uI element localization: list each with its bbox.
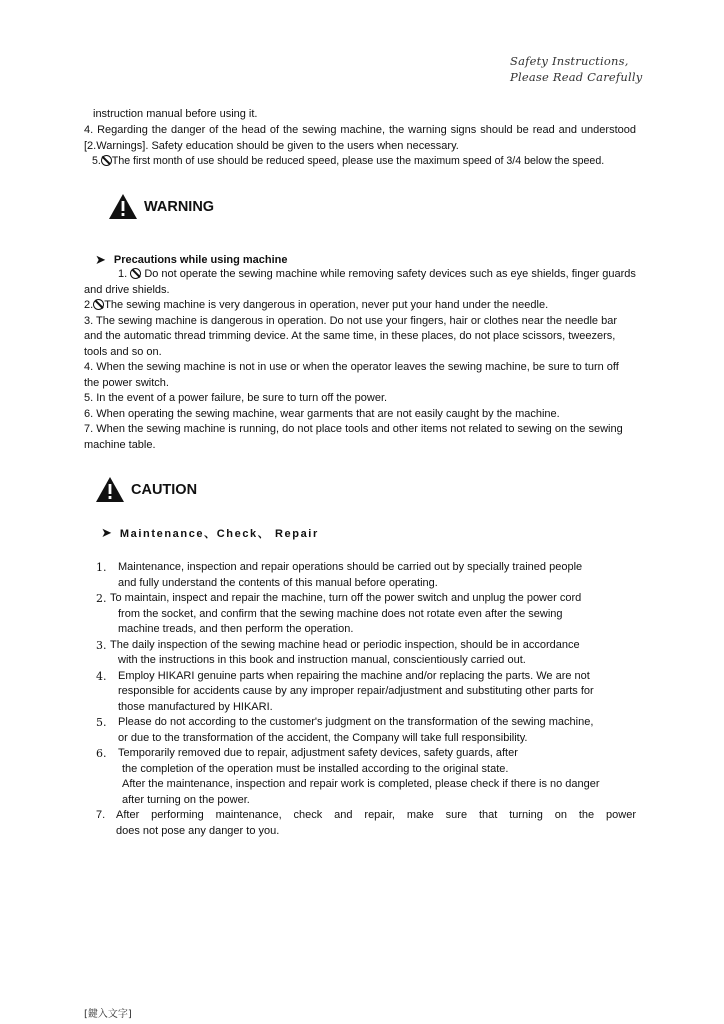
warning-item bbox=[84, 407, 636, 423]
warning-item bbox=[84, 314, 636, 361]
warning-item bbox=[84, 360, 636, 391]
caution-item-line: those manufactured by HIKARI. bbox=[118, 700, 273, 713]
intro-item-5-num: 5. bbox=[92, 155, 101, 167]
caution-item-num: 7. bbox=[96, 809, 106, 821]
caution-item-line: After performing maintenance, check and repair, make sure that turning on the power bbox=[116, 809, 636, 821]
warning-item-text: 4. When the sewing machine is not in use or when the operator leaves the sewing machine, be sure to turn off the power switch. bbox=[84, 361, 619, 389]
header-line-2: Please Read Carefully bbox=[510, 70, 643, 84]
caution-list bbox=[96, 560, 641, 839]
warning-item bbox=[84, 422, 636, 453]
caution-item-num: 3. bbox=[96, 638, 107, 652]
warning-item-text: 7. When the sewing machine is running, do not place tools and other items not related to sewing on the sewing machine table. bbox=[84, 423, 623, 451]
caution-item-line: responsible for accidents cause by any improper repair/adjustment and substituting other parts for bbox=[118, 685, 594, 697]
footer-placeholder-text: [鍵入文字] bbox=[84, 1009, 132, 1020]
caution-item-line: and fully understand the contents of this manual before operating. bbox=[118, 576, 438, 589]
caution-item-line: does not pose any danger to you. bbox=[116, 824, 280, 837]
warning-heading bbox=[108, 193, 214, 220]
arrow-bullet-icon: ➤ bbox=[101, 525, 112, 540]
caution-heading bbox=[95, 476, 197, 503]
warning-item-text: 3. The sewing machine is dangerous in operation. Do not use your fingers, hair or clothes near the needle bar and the automatic thread trimming device. At the same time, in these places, do not place scissors, tweezers, tools and so on. bbox=[84, 314, 618, 358]
caution-item-num: 2. bbox=[96, 592, 107, 605]
warning-subheading-text: Precautions while using machine bbox=[113, 254, 288, 266]
caution-item bbox=[96, 560, 641, 591]
warning-item bbox=[84, 267, 636, 298]
caution-item-line: with the instructions in this book and instruction manual, conscientiously carried out. bbox=[118, 654, 526, 666]
caution-triangle-icon bbox=[95, 476, 125, 503]
caution-item bbox=[96, 715, 641, 746]
caution-item-line: the completion of the operation must be installed according to the original state. bbox=[122, 762, 509, 775]
caution-item-line: Employ HIKARI genuine parts when repairing the machine and/or replacing the parts. We are not bbox=[118, 669, 590, 682]
warning-item-num: 2. bbox=[84, 299, 94, 311]
warning-list bbox=[84, 267, 636, 453]
warning-item bbox=[84, 391, 636, 407]
warning-item-text: 6. When operating the sewing machine, wear garments that are not easily caught by the machine. bbox=[84, 407, 560, 420]
warning-triangle-icon bbox=[108, 193, 138, 220]
prohibited-icon bbox=[93, 299, 104, 310]
caution-item-num: 4. bbox=[96, 669, 107, 683]
caution-item-line: Temporarily removed due to repair, adjustment safety devices, safety guards, after bbox=[118, 747, 518, 759]
intro-item-4-text: 4. Regarding the danger of the head of the sewing machine, the warning signs should be read and understood [2.Warnings]. Safety education should be given to the users when necessary. bbox=[84, 124, 636, 152]
caution-item-line: or due to the transformation of the accident, the Company will take full responsibility. bbox=[118, 731, 528, 744]
caution-item-num: 6. bbox=[96, 747, 107, 760]
caution-item-line: machine treads, and then perform the operation. bbox=[118, 623, 354, 635]
warning-item-text: The sewing machine is very dangerous in operation, never put your hand under the needle. bbox=[104, 299, 549, 311]
page-footer bbox=[84, 1005, 132, 1020]
page-header bbox=[510, 53, 642, 85]
warning-item bbox=[84, 298, 636, 314]
arrow-bullet-icon: ➤ bbox=[95, 252, 106, 267]
caution-item-line: after turning on the power. bbox=[122, 793, 250, 806]
caution-item bbox=[96, 808, 641, 839]
caution-item-line: Maintenance, inspection and repair operations should be carried out by specially trained people bbox=[118, 561, 583, 573]
warning-item-text: Do not operate the sewing machine while removing safety devices such as eye shields, finger guards and drive shields. bbox=[84, 268, 636, 296]
caution-item-line: Please do not according to the customer's judgment on the transformation of the sewing machine, bbox=[118, 716, 594, 728]
caution-item-line: To maintain, inspect and repair the machine, turn off the power switch and unplug the power cord bbox=[110, 592, 582, 604]
caution-item bbox=[96, 638, 641, 669]
intro-line: instruction manual before using it. bbox=[93, 108, 258, 120]
warning-item-num: 1. bbox=[118, 268, 128, 280]
intro-item-5-text: The first month of use should be reduced speed, please use the maximum speed of 3/4 below the speed. bbox=[111, 155, 605, 167]
prohibited-icon bbox=[130, 268, 141, 279]
caution-item-num: 5. bbox=[96, 716, 107, 729]
warning-title: WARNING bbox=[144, 198, 215, 215]
caution-item bbox=[96, 591, 641, 638]
header-line-1: Safety Instructions, bbox=[510, 54, 629, 68]
caution-item-num: 1. bbox=[96, 561, 107, 574]
warning-item-text: 5. In the event of a power failure, be sure to turn off the power. bbox=[84, 392, 388, 404]
intro-continued bbox=[93, 107, 638, 123]
caution-item-line: The daily inspection of the sewing machine head or periodic inspection, should be in accordance bbox=[110, 638, 580, 651]
caution-item bbox=[96, 746, 641, 808]
caution-item-line: After the maintenance, inspection and repair work is completed, please check if there is no danger bbox=[122, 778, 600, 790]
intro-item-5 bbox=[92, 154, 652, 170]
intro-item-4 bbox=[84, 123, 636, 154]
caution-item-line: from the socket, and confirm that the sewing machine does not rotate even after the sewing bbox=[118, 607, 563, 620]
warning-subheading bbox=[95, 252, 288, 268]
caution-subheading-text: Maintenance、Check、 Repair bbox=[119, 528, 319, 540]
prohibited-icon bbox=[101, 155, 112, 166]
caution-title: CAUTION bbox=[131, 481, 198, 498]
caution-subheading bbox=[101, 525, 319, 541]
caution-item bbox=[96, 669, 641, 716]
